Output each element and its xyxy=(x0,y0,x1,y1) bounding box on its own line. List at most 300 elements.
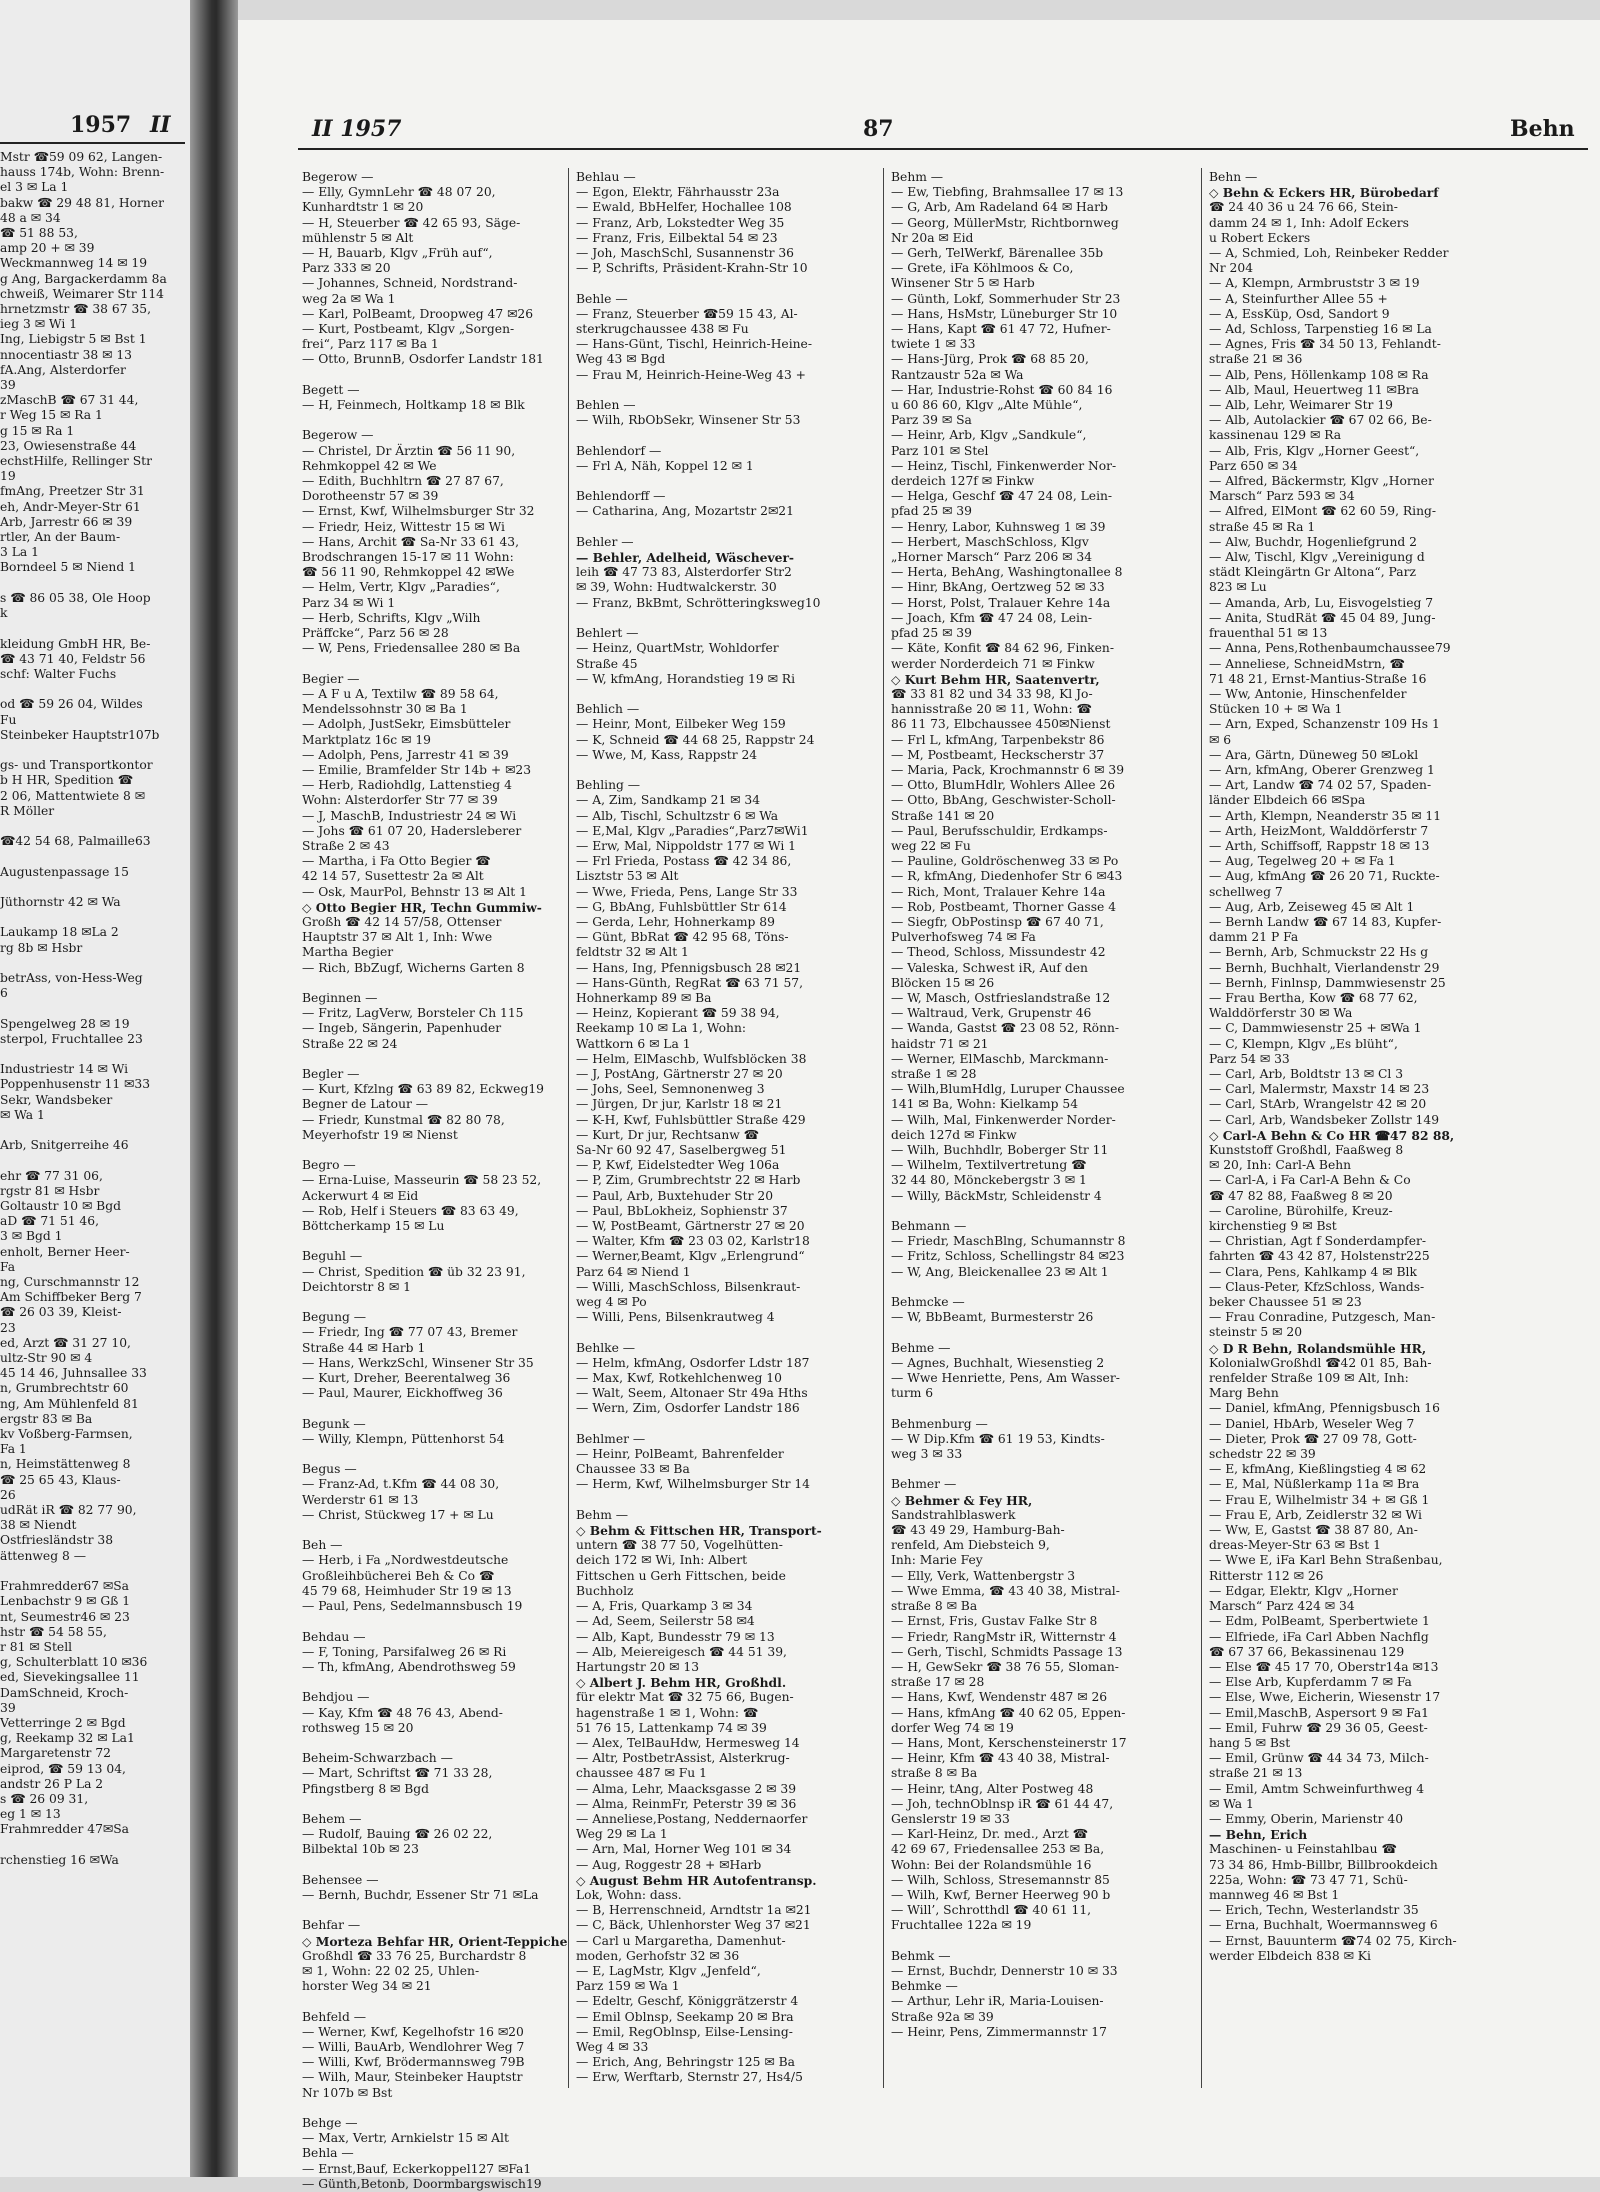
directory-line: pfad 25 ✉ 39 xyxy=(891,626,972,641)
directory-line xyxy=(302,1903,564,1918)
directory-line xyxy=(302,1143,564,1158)
directory-line: — P, Schrifts, Präsident-Krahn-Str 10 xyxy=(576,261,808,276)
directory-line: Inh: Marie Fey xyxy=(891,1553,983,1568)
directory-line: Beh — xyxy=(302,1538,343,1553)
directory-line: Straße 2 ✉ 43 xyxy=(302,838,390,853)
directory-line: — Werner, Kwf, Kegelhofstr 16 ✉20 xyxy=(302,2024,524,2039)
directory-line: straße 21 ✉ 36 xyxy=(1209,352,1303,367)
directory-line: 2 06, Mattentwiete 8 ✉ xyxy=(0,788,146,803)
directory-line: — Heinr, Mont, Eilbeker Weg 159 xyxy=(576,717,786,732)
directory-line: Wattkorn 6 ✉ La 1 xyxy=(576,1036,691,1051)
directory-line: Parz 159 ✉ Wa 1 xyxy=(576,1979,680,1994)
directory-line: Beheim-Schwarzbach — xyxy=(302,1751,453,1766)
directory-line: Hartungstr 20 ✉ 13 xyxy=(576,1659,700,1674)
directory-line: — Günt, BbRat ☎ 42 95 68, Töns- xyxy=(576,930,789,945)
directory-line: — Günth,Betonb, Doormbargswisch19 xyxy=(302,2176,542,2191)
directory-line: — Ara, Gärtn, Düneweg 50 ✉Lokl xyxy=(1209,747,1419,762)
directory-line xyxy=(0,1047,185,1062)
directory-line: — Frl Frieda, Postass ☎ 42 34 86, xyxy=(576,854,792,869)
directory-line: — Carl, Malermstr, Maxstr 14 ✉ 23 xyxy=(1209,1082,1430,1097)
directory-line: — Rich, BbZugf, Wicherns Garten 8 xyxy=(302,960,525,975)
directory-line: — Walter, Kfm ☎ 23 03 02, Karlstr18 xyxy=(576,1234,810,1249)
directory-line: Pulverhofsweg 74 ✉ Fa xyxy=(891,930,1036,945)
directory-line: straße 21 ✉ 13 xyxy=(1209,1766,1303,1781)
directory-line: ◇ Carl-A Behn & Co HR ☎47 82 88, xyxy=(1209,1127,1455,1143)
directory-line: — Johs, Seel, Semnonenweg 3 xyxy=(576,1082,765,1097)
directory-line: Behmcke — xyxy=(891,1295,965,1310)
directory-line: Behme — xyxy=(891,1340,951,1355)
directory-line xyxy=(0,576,185,591)
directory-line: — Edm, PolBeamt, Sperbertwiete 1 xyxy=(1209,1614,1430,1629)
directory-line: damm 24 ✉ 1, Inh: Adolf Eckers xyxy=(1209,215,1409,230)
directory-line xyxy=(0,1123,185,1138)
directory-line: ✉ Wa 1 xyxy=(1209,1796,1254,1811)
directory-line: — W, Ang, Bleickenallee 23 ✉ Alt 1 xyxy=(891,1264,1109,1279)
directory-line xyxy=(302,1234,564,1249)
directory-line: — Frau Conradine, Putzgesch, Man- xyxy=(1209,1310,1436,1325)
directory-line: — Herm, Kwf, Wilhelmsburger Str 14 xyxy=(576,1477,811,1492)
directory-line: — M, Postbeamt, Heckscherstr 37 xyxy=(891,747,1105,762)
directory-line: — Emil, Fuhrw ☎ 29 36 05, Geest- xyxy=(1209,1720,1428,1735)
directory-line xyxy=(891,1934,1196,1949)
directory-line: g, Schulterblatt 10 ✉36 xyxy=(0,1655,148,1670)
directory-line: ed, Sievekingsallee 11 xyxy=(0,1670,140,1685)
directory-line: — Günth, Lokf, Sommerhuder Str 23 xyxy=(891,291,1121,306)
directory-line: — Heinr, Arb, Klgv „Sandkule“, xyxy=(891,428,1087,443)
directory-line: Borndeel 5 ✉ Niend 1 xyxy=(0,560,136,575)
directory-line: — Amanda, Arb, Lu, Eisvogelstieg 7 xyxy=(1209,595,1434,610)
directory-line: — Mart, Schriftst ☎ 71 33 28, xyxy=(302,1766,493,1781)
directory-line: — Clara, Pens, Kahlkamp 4 ✉ Blk xyxy=(1209,1264,1417,1279)
directory-line: — Emil,MaschB, Aspersort 9 ✉ Fa1 xyxy=(1209,1705,1429,1720)
directory-line: deich 127d ✉ Finkw xyxy=(891,1127,1017,1142)
directory-line: — W, kfmAng, Horandstieg 19 ✉ Ri xyxy=(576,671,795,686)
directory-line: — Alfred, ElMont ☎ 62 60 59, Ring- xyxy=(1209,504,1437,519)
directory-line: — Ernst, Bauunterm ☎74 02 75, Kirch- xyxy=(1209,1933,1457,1948)
directory-line: — Franz, Arb, Lokstedter Weg 35 xyxy=(576,215,785,230)
directory-line: 6 xyxy=(0,986,8,1001)
directory-line: — Christian, Agt f Sonderdampfer- xyxy=(1209,1234,1427,1249)
directory-line: Beginnen — xyxy=(302,990,378,1005)
directory-line: ◇ Otto Begier HR, Techn Gummiw- xyxy=(302,899,542,915)
directory-line: Sandstrahlblaswerk xyxy=(891,1507,1016,1522)
directory-line: — Ad, Seem, Seilerstr 58 ✉4 xyxy=(576,1614,755,1629)
directory-line: — Anna, Pens,Rothenbaumchaussee79 xyxy=(1209,641,1451,656)
directory-line: DamSchneid, Kroch- xyxy=(0,1685,129,1700)
directory-line: städt Kleingärtn Gr Altona“, Parz xyxy=(1209,565,1416,580)
directory-line: Stücken 10 + ✉ Wa 1 xyxy=(1209,702,1343,717)
directory-line: u Robert Eckers xyxy=(1209,230,1311,245)
directory-line: — Theod, Schloss, Missundestr 42 xyxy=(891,945,1106,960)
directory-line: — Carl, Arb, Boldtstr 13 ✉ Cl 3 xyxy=(1209,1066,1404,1081)
directory-line: — Joh, technOblnsp iR ☎ 61 44 47, xyxy=(891,1796,1114,1811)
directory-line: — Hans, Mont, Kerschensteinerstr 17 xyxy=(891,1735,1127,1750)
directory-line: ☎ 47 82 88, Faaßweg 8 ✉ 20 xyxy=(1209,1188,1393,1203)
directory-line: — Horst, Polst, Tralauer Kehre 14a xyxy=(891,595,1111,610)
directory-line: straße 17 ✉ 28 xyxy=(891,1675,985,1690)
directory-line xyxy=(302,1675,564,1690)
directory-line: Behlendorf — xyxy=(576,443,662,458)
directory-line: Nr 107b ✉ Bst xyxy=(302,2085,393,2100)
directory-line: ✉ 6 xyxy=(1209,732,1232,747)
directory-line: — Heinr, tAng, Alter Postweg 48 xyxy=(891,1781,1094,1796)
directory-line: zMaschB ☎ 67 31 44, xyxy=(0,393,139,408)
directory-line: n, Heimstättenweg 8 xyxy=(0,1457,131,1472)
directory-line: — Alb, Tischl, Schultzstr 6 ✉ Wa xyxy=(576,808,779,823)
directory-line: — Arth, Schiffsoff, Rappstr 18 ✉ 13 xyxy=(1209,838,1430,853)
directory-line: — H, Feinmech, Holtkamp 18 ✉ Blk xyxy=(302,398,525,413)
directory-line: ☎ 26 03 39, Kleist- xyxy=(0,1305,122,1320)
directory-line: — Franz-Ad, t.Kfm ☎ 44 08 30, xyxy=(302,1477,500,1492)
directory-line: Marktplatz 16c ✉ 19 xyxy=(302,732,431,747)
directory-line: Weg 29 ✉ La 1 xyxy=(576,1827,668,1842)
directory-line: — Käte, Konfit ☎ 84 62 96, Finken- xyxy=(891,641,1114,656)
directory-line: — B, Herrenschneid, Arndtstr 1a ✉21 xyxy=(576,1903,812,1918)
directory-line: — A, Fris, Quarkamp 3 ✉ 34 xyxy=(576,1599,753,1614)
directory-line: — Friedr, MaschBlng, Schumannstr 8 xyxy=(891,1234,1126,1249)
directory-line: — Erna, Buchhalt, Woermannsweg 6 xyxy=(1209,1918,1438,1933)
directory-line: Ostfriesländstr 38 xyxy=(0,1533,114,1548)
directory-line: — Joach, Kfm ☎ 47 24 08, Lein- xyxy=(891,610,1093,625)
directory-line: — Else Arb, Kupferdamm 7 ✉ Fa xyxy=(1209,1675,1412,1690)
directory-line: — R, kfmAng, Diedenhofer Str 6 ✉43 xyxy=(891,869,1123,884)
directory-line: — Martha, i Fa Otto Begier ☎ xyxy=(302,854,491,869)
directory-line xyxy=(302,1614,564,1629)
directory-line: Parz 333 ✉ 20 xyxy=(302,261,391,276)
directory-line: 26 xyxy=(0,1487,16,1502)
directory-line: — Bernh Landw ☎ 67 14 83, Kupfer- xyxy=(1209,914,1442,929)
left-page-volume: II xyxy=(150,112,171,138)
directory-line: Arb, Jarrestr 66 ✉ 39 xyxy=(0,514,133,529)
directory-line: Parz 101 ✉ Stel xyxy=(891,443,989,458)
directory-line: Parz 34 ✉ Wi 1 xyxy=(302,595,396,610)
directory-line: — Fritz, Schloss, Schellingstr 84 ✉23 xyxy=(891,1249,1125,1264)
directory-line: — Ew, Tiebfing, Brahmsallee 17 ✉ 13 xyxy=(891,185,1124,200)
directory-line: Behlendorff — xyxy=(576,489,666,504)
directory-line: — Elly, GymnLehr ☎ 48 07 20, xyxy=(302,185,496,200)
directory-line: — Heinz, Kopierant ☎ 59 38 94, xyxy=(576,1006,780,1021)
directory-line: Behlke — xyxy=(576,1340,636,1355)
directory-line: — Har, Industrie-Rohst ☎ 60 84 16 xyxy=(891,382,1113,397)
directory-line: — W, PostBeamt, Gärtnerstr 27 ✉ 20 xyxy=(576,1219,805,1234)
directory-line: — Egon, Elektr, Fährhausstr 23a xyxy=(576,185,780,200)
directory-line xyxy=(302,657,564,672)
directory-line: Kunhardtstr 1 ✉ 20 xyxy=(302,200,424,215)
directory-line: ☎ 56 11 90, Rehmkoppel 42 ✉We xyxy=(302,565,515,580)
directory-line: Behm — xyxy=(576,1507,629,1522)
directory-line: R Möller xyxy=(0,803,55,818)
directory-line: — Art, Landw ☎ 74 02 57, Spaden- xyxy=(1209,778,1432,793)
directory-line: — Daniel, kfmAng, Pfennigsbusch 16 xyxy=(1209,1401,1440,1416)
directory-line: — Siegfr, ObPostinsp ☎ 67 40 71, xyxy=(891,914,1104,929)
directory-line: chaussee 487 ✉ Fu 1 xyxy=(576,1766,707,1781)
directory-line: — Alfred, Bäckermstr, Klgv „Horner xyxy=(1209,474,1434,489)
directory-line: Rehmkoppel 42 ✉ We xyxy=(302,458,437,473)
directory-line: — C, Bäck, Uhlenhorster Weg 37 ✉21 xyxy=(576,1918,811,1933)
directory-line: untern ☎ 38 77 50, Vogelhütten- xyxy=(576,1538,783,1553)
directory-line: Behmke — xyxy=(891,1979,958,1994)
directory-line: Straße 45 xyxy=(576,656,638,671)
directory-line: — W, Pens, Friedensallee 280 ✉ Ba xyxy=(302,641,521,656)
directory-line: — Otto, BlumHdlr, Wohlers Allee 26 xyxy=(891,778,1116,793)
directory-line: Lisztstr 53 ✉ Alt xyxy=(576,869,679,884)
directory-line xyxy=(302,1523,564,1538)
directory-line: Mendelssohnstr 30 ✉ Ba 1 xyxy=(302,702,468,717)
directory-line: — Emmy, Oberin, Marienstr 40 xyxy=(1209,1811,1404,1826)
directory-line: — Heinz, Tischl, Finkenwerder Nor- xyxy=(891,458,1117,473)
directory-line: länder Elbdeich 66 ✉Spa xyxy=(1209,793,1366,808)
directory-line: — Gerda, Lehr, Hohnerkamp 89 xyxy=(576,914,775,929)
directory-line: — Friedr, Heiz, Wittestr 15 ✉ Wi xyxy=(302,519,505,534)
directory-line: — Wilh, Buchhdlr, Boberger Str 11 xyxy=(891,1143,1109,1157)
directory-line: — A, EssKüp, Osd, Sandort 9 xyxy=(1209,306,1390,321)
directory-line: — Friedr, Ing ☎ 77 07 43, Bremer xyxy=(302,1325,518,1340)
directory-line: — Willi, Kwf, Brödermannsweg 79B xyxy=(302,2055,525,2070)
directory-line: hauss 174b, Wohn: Brenn- xyxy=(0,165,165,180)
directory-line: — Rob, Postbeamt, Thorner Gasse 4 xyxy=(891,899,1117,914)
directory-line: 23 xyxy=(0,1320,16,1335)
directory-line: — Ww, Antonie, Hinschenfelder xyxy=(1209,686,1407,701)
directory-line xyxy=(576,276,878,291)
directory-line: Fa xyxy=(0,1259,16,1274)
directory-line xyxy=(576,383,878,398)
directory-line: Winsener Str 5 ✉ Harb xyxy=(891,276,1035,291)
directory-line: — Alb, Kapt, Bundesstr 79 ✉ 13 xyxy=(576,1629,775,1644)
directory-line xyxy=(302,368,564,383)
directory-line: — E,Mal, Klgv „Paradies“,Parz7✉Wi1 xyxy=(576,823,809,838)
directory-line: — Wwe E, iFa Karl Behn Straßenbau, xyxy=(1209,1553,1443,1568)
directory-line xyxy=(0,910,185,925)
directory-line: turm 6 xyxy=(891,1386,934,1401)
directory-line: aD ☎ 71 51 46, xyxy=(0,1214,99,1229)
directory-line: Sa-Nr 60 92 47, Saselbergweg 51 xyxy=(576,1143,787,1157)
directory-line: — Elfriede, iFa Carl Abben Nachflg xyxy=(1209,1629,1429,1644)
directory-line: Begerow — xyxy=(302,170,374,184)
directory-line: — Arthur, Lehr iR, Maria-Louisen- xyxy=(891,1994,1104,2009)
directory-line: Margaretenstr 72 xyxy=(0,1746,111,1761)
directory-line: Lenbachstr 9 ✉ Gß 1 xyxy=(0,1594,131,1609)
directory-line: — Ingeb, Sängerin, Papenhuder xyxy=(302,1021,502,1036)
directory-line: — Arn, Exped, Schanzenstr 109 Hs 1 xyxy=(1209,717,1440,732)
directory-line: — H, Bauarb, Klgv „Früh auf“, xyxy=(302,246,493,261)
page-header-left: II 1957 xyxy=(312,116,402,142)
directory-line: — Johannes, Schneid, Nordstrand- xyxy=(302,276,518,291)
directory-line: — Wwe, Frieda, Pens, Lange Str 33 xyxy=(576,884,798,899)
directory-line: — Karl, PolBeamt, Droopweg 47 ✉26 xyxy=(302,306,534,321)
directory-line: 39 xyxy=(0,1700,16,1715)
directory-line: Frahmredder67 ✉Sa xyxy=(0,1579,129,1594)
directory-line: — Johs ☎ 61 07 20, Hadersleberer xyxy=(302,823,522,838)
directory-line: Kunststoff Großhdl, Faaßweg 8 xyxy=(1209,1143,1404,1157)
directory-line: — Rob, Helf i Steuers ☎ 83 63 49, xyxy=(302,1203,519,1218)
directory-line: — P, Kwf, Eidelstedter Weg 106a xyxy=(576,1158,780,1173)
directory-line: Fittschen u Gerh Fittschen, beide xyxy=(576,1568,786,1583)
directory-line: frauenthal 51 ✉ 13 xyxy=(1209,626,1328,641)
directory-line: 71 48 21, Ernst-Mantius-Straße 16 xyxy=(1209,671,1427,686)
directory-line: — Anneliese, SchneidMstrn, ☎ xyxy=(1209,656,1405,671)
directory-line: weg 2a ✉ Wa 1 xyxy=(302,291,396,306)
directory-line: Großleihbücherei Beh & Co ☎ xyxy=(302,1568,495,1583)
directory-line: — Gerh, TelWerkf, Bärenallee 35b xyxy=(891,246,1104,261)
directory-line: rgstr 81 ✉ Hsbr xyxy=(0,1183,100,1198)
page-running-head: Behn xyxy=(1510,116,1575,142)
directory-line: renfelder Straße 109 ✉ Alt, Inh: xyxy=(1209,1371,1409,1386)
directory-line: — Herbert, MaschSchloss, Klgv xyxy=(891,534,1089,549)
directory-line: eh, Andr-Meyer-Str 61 xyxy=(0,499,141,514)
directory-line: — Werner,Beamt, Klgv „Erlengrund“ xyxy=(576,1249,805,1264)
directory-line: — A F u A, Textilw ☎ 89 58 64, xyxy=(302,686,499,701)
directory-line: Präffcke“, Parz 56 ✉ 28 xyxy=(302,626,449,641)
directory-line: Marg Behn xyxy=(1209,1386,1279,1401)
directory-line: — Wilh, Maur, Steinbeker Hauptstr xyxy=(302,2070,523,2085)
directory-line: — Hans, Ing, Pfennigsbusch 28 ✉21 xyxy=(576,960,802,975)
directory-line: Nr 20a ✉ Eid xyxy=(891,230,974,245)
directory-line: Poppenhusenstr 11 ✉33 xyxy=(0,1077,151,1092)
directory-line: Laukamp 18 ✉La 2 xyxy=(0,925,119,940)
directory-line xyxy=(302,1994,564,2009)
directory-line: — Hans, WerkzSchl, Winsener Str 35 xyxy=(302,1355,534,1370)
directory-line: — Th, kfmAng, Abendrothsweg 59 xyxy=(302,1659,516,1674)
directory-line: — Agnes, Fris ☎ 34 50 13, Fehlandt- xyxy=(1209,337,1441,352)
directory-line: — Wwe Henriette, Pens, Am Wasser- xyxy=(891,1371,1120,1386)
directory-line: — Erw, Mal, Nippoldstr 177 ✉ Wi 1 xyxy=(576,838,796,853)
directory-line: — Arn, kfmAng, Oberer Grenzweg 1 xyxy=(1209,762,1435,777)
directory-line: Straße 22 ✉ 24 xyxy=(302,1036,398,1051)
directory-line: — A, Steinfurther Allee 55 + xyxy=(1209,291,1388,306)
directory-line: ◇ Behm & Fittschen HR, Transport- xyxy=(576,1523,822,1539)
directory-line: — Frau Bertha, Kow ☎ 68 77 62, xyxy=(1209,990,1418,1005)
directory-line: Behler — xyxy=(576,534,634,549)
directory-line: — Walt, Seem, Altonaer Str 49a Hths xyxy=(576,1386,808,1401)
directory-line: — Wilh, Mal, Finkenwerder Norder- xyxy=(891,1112,1116,1127)
directory-line: — Heinr, Kfm ☎ 43 40 38, Mistral- xyxy=(891,1751,1110,1766)
directory-line: — J, PostAng, Gärtnerstr 27 ✉ 20 xyxy=(576,1066,783,1081)
directory-line: Beguhl — xyxy=(302,1249,363,1264)
directory-line xyxy=(302,2101,564,2116)
directory-line: — Hans, kfmAng ☎ 40 62 05, Eppen- xyxy=(891,1705,1126,1720)
directory-line: — Helm, Vertr, Klgv „Paradies“, xyxy=(302,580,500,595)
directory-line: — Alw, Tischl, Klgv „Vereinigung d xyxy=(1209,550,1425,565)
left-header-rule xyxy=(0,142,185,144)
directory-line: — Bernh, Arb, Schmuckstr 22 Hs g xyxy=(1209,945,1429,960)
directory-line: Parz 54 ✉ 33 xyxy=(1209,1051,1290,1066)
directory-line: — Paul, Berufsschuldir, Erdkamps- xyxy=(891,823,1108,838)
directory-line: Arb, Snitgerreihe 46 xyxy=(0,1138,129,1153)
directory-line xyxy=(576,1325,878,1340)
page-number: 87 xyxy=(863,116,894,142)
directory-line: 3 ✉ Bgd 1 xyxy=(0,1229,63,1244)
directory-line: rchenstieg 16 ✉Wa xyxy=(0,1852,119,1867)
directory-line: — Aug, Roggestr 28 + ✉Harb xyxy=(576,1857,762,1872)
directory-line: ☎ 25 65 43, Klaus- xyxy=(0,1472,121,1487)
directory-line: dorfer Weg 74 ✉ 19 xyxy=(891,1720,1014,1735)
directory-line: — Alex, TelBauHdw, Hermesweg 14 xyxy=(576,1735,800,1750)
directory-line: Sekr, Wandsbeker xyxy=(0,1092,113,1107)
directory-line xyxy=(0,1153,185,1168)
directory-line: — Behn, Erich xyxy=(1209,1827,1308,1843)
directory-line: eg 1 ✉ 13 xyxy=(0,1807,61,1822)
directory-line: „Horner Marsch“ Parz 206 ✉ 34 xyxy=(891,550,1093,565)
directory-line: — Wanda, Gastst ☎ 23 08 52, Rönn- xyxy=(891,1021,1120,1036)
directory-line: Begier — xyxy=(302,671,360,686)
directory-line: Deichtorstr 8 ✉ 1 xyxy=(302,1279,411,1294)
directory-line: Genslerstr 19 ✉ 33 xyxy=(891,1811,1010,1826)
directory-line: k xyxy=(0,606,8,621)
directory-line: — Carl-A, i Fa Carl-A Behn & Co xyxy=(1209,1173,1411,1188)
directory-line: 32 44 80, Mönckebergstr 3 ✉ 1 xyxy=(891,1173,1087,1188)
directory-line: g, Reekamp 32 ✉ La1 xyxy=(0,1731,135,1746)
directory-line: 38 ✉ Niendt xyxy=(0,1518,77,1533)
directory-line: — Willy, Klempn, Püttenhorst 54 xyxy=(302,1431,505,1446)
directory-line: leih ☎ 47 73 83, Alsterdorfer Str2 xyxy=(576,565,792,580)
directory-line: schedstr 22 ✉ 39 xyxy=(1209,1447,1316,1462)
directory-line: Parz 39 ✉ Sa xyxy=(891,413,972,428)
directory-line: Begro — xyxy=(302,1158,356,1173)
directory-line: Behfeld — xyxy=(302,2009,367,2024)
directory-line: od ☎ 59 26 04, Wildes xyxy=(0,697,143,712)
directory-line: — Carl, Arb, Wandsbeker Zollstr 149 xyxy=(1209,1112,1440,1127)
directory-line: r Weg 15 ✉ Ra 1 xyxy=(0,408,103,423)
directory-line xyxy=(0,880,185,895)
directory-line: — Willy, BäckMstr, Schleidenstr 4 xyxy=(891,1188,1102,1203)
directory-line: — Aug, Tegelweg 20 + ✉ Fa 1 xyxy=(1209,854,1396,869)
directory-line: — Grete, iFa Köhlmoos & Co, xyxy=(891,261,1074,276)
directory-line: mannweg 46 ✉ Bst 1 xyxy=(1209,1887,1340,1902)
directory-line xyxy=(0,621,185,636)
directory-line: — Altr, PostbetrAssist, Alsterkrug- xyxy=(576,1751,790,1766)
directory-line: Dorotheenstr 57 ✉ 39 xyxy=(302,489,439,504)
directory-line: feldtstr 32 ✉ Alt 1 xyxy=(576,945,689,960)
directory-line: kv Voßberg-Farmsen, xyxy=(0,1427,133,1442)
directory-line: — Alb, Meiereigesch ☎ 44 51 39, xyxy=(576,1644,787,1659)
directory-line: — Paul, Arb, Buxtehuder Str 20 xyxy=(576,1188,774,1203)
directory-line: — Herb, i Fa „Nordwestdeutsche xyxy=(302,1553,509,1568)
directory-line: — Heinr, PolBeamt, Bahrenfelder xyxy=(576,1447,784,1462)
directory-line xyxy=(576,763,878,778)
directory-line: — Ernst, Kwf, Wilhelmsburger Str 32 xyxy=(302,504,535,519)
directory-line: — Dieter, Prok ☎ 27 09 78, Gott- xyxy=(1209,1431,1417,1446)
directory-line: — Helga, Geschf ☎ 47 24 08, Lein- xyxy=(891,489,1113,504)
directory-line: betrAss, von-Hess-Weg xyxy=(0,970,143,985)
directory-line: — Alb, Autolackier ☎ 67 02 66, Be- xyxy=(1209,413,1432,428)
directory-line: — Anneliese,Postang, Neddernaorfer xyxy=(576,1811,808,1826)
directory-line: — Else, Wwe, Eicherin, Wiesenstr 17 xyxy=(1209,1690,1441,1705)
directory-line: — Aug, kfmAng ☎ 26 20 71, Ruckte- xyxy=(1209,869,1440,884)
directory-line: ed, Arzt ☎ 31 27 10, xyxy=(0,1335,131,1350)
directory-line: — Max, Vertr, Arnkielstr 15 ✉ Alt xyxy=(302,2131,509,2146)
directory-line: — Emil Oblnsp, Seekamp 20 ✉ Bra xyxy=(576,2009,794,2024)
directory-line: 3 La 1 xyxy=(0,545,39,560)
directory-line: rtler, An der Baum- xyxy=(0,530,121,545)
directory-line: — Pauline, Goldröschenweg 33 ✉ Po xyxy=(891,854,1119,869)
directory-line: — Behler, Adelheid, Wäschever- xyxy=(576,550,795,566)
directory-line: — Erna-Luise, Masseurin ☎ 58 23 52, xyxy=(302,1173,542,1188)
directory-line: Großh ☎ 42 14 57/58, Ottenser xyxy=(302,914,502,929)
directory-line: — Helm, ElMaschb, Wulfsblöcken 38 xyxy=(576,1051,807,1066)
directory-line: — Franz, Fris, Eilbektal 54 ✉ 23 xyxy=(576,230,778,245)
directory-line: — Hans-Günth, RegRat ☎ 63 71 57, xyxy=(576,975,804,990)
directory-line: Fa 1 xyxy=(0,1442,27,1457)
directory-line xyxy=(0,849,185,864)
directory-line: werder Norderdeich 71 ✉ Finkw xyxy=(891,656,1095,671)
directory-line: 42 14 57, Susettestr 2a ✉ Alt xyxy=(302,869,484,884)
column-divider xyxy=(883,168,884,2088)
directory-line: straße 8 ✉ Ba xyxy=(891,1766,978,1781)
directory-line: Ing, Liebigstr 5 ✉ Bst 1 xyxy=(0,332,147,347)
directory-column-1 xyxy=(302,170,568,2191)
directory-line: nnocentiastr 38 ✉ 13 xyxy=(0,347,132,362)
directory-line: Reekamp 10 ✉ La 1, Wohn: xyxy=(576,1021,747,1036)
